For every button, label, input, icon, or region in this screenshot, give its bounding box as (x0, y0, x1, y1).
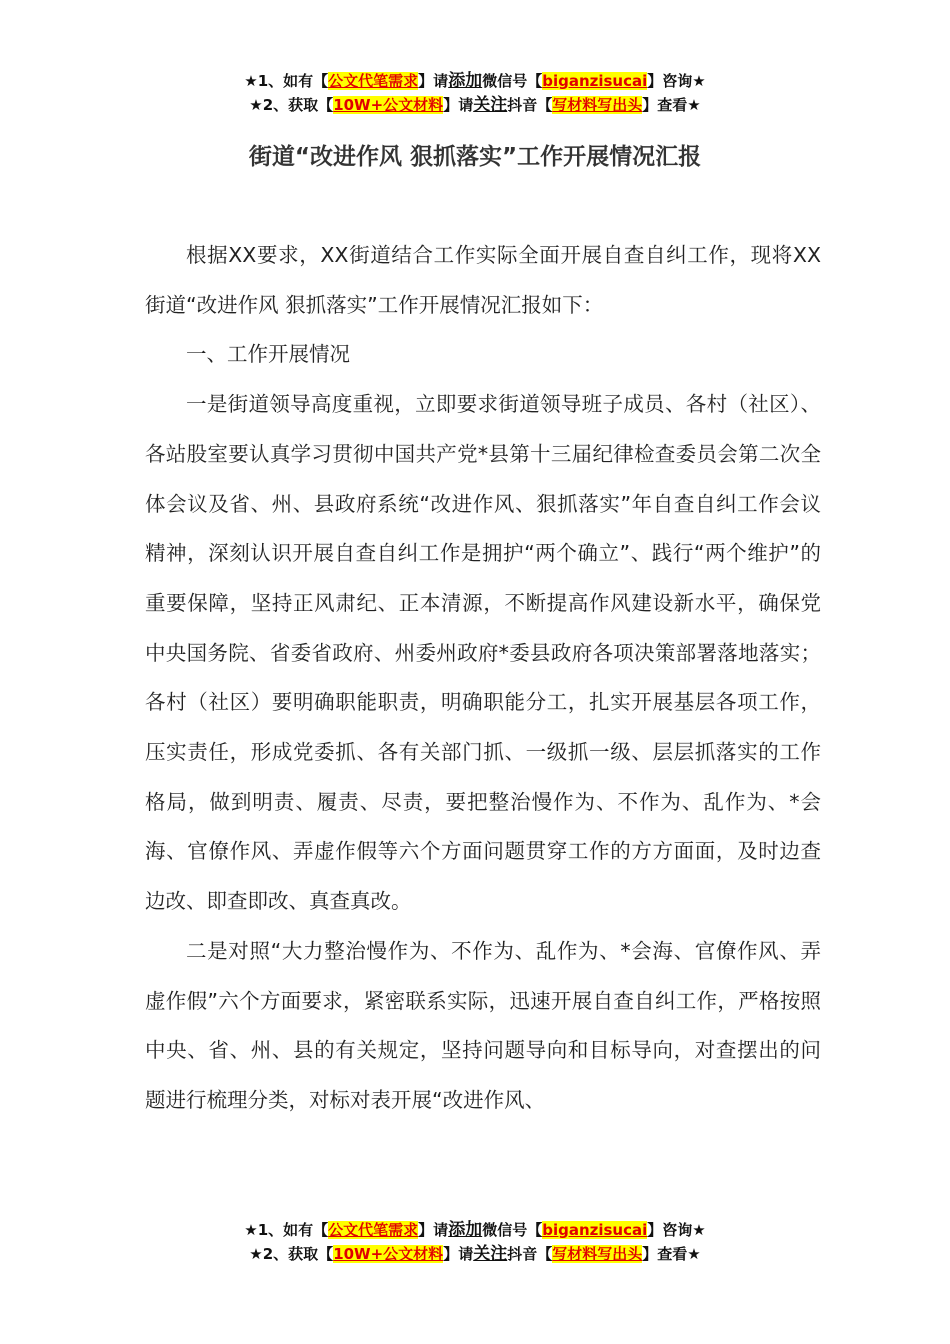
promo-text: 】咨询★ (647, 1221, 706, 1239)
promo-text: ★1、如有【 (244, 1221, 329, 1239)
document-body (145, 231, 821, 1126)
promo-text: 】请 (418, 72, 449, 90)
promo-text: ★1、如有【 (244, 72, 329, 90)
promo-emphasis: 添加 (448, 71, 483, 91)
promo-highlight: 公文代笔需求 (328, 1221, 419, 1239)
promo-highlight: 10W+公文材料 (333, 1245, 444, 1263)
promo-text: ★2、获取【 (249, 1245, 334, 1263)
promo-highlight: 公文代笔需求 (328, 72, 419, 90)
promo-text: 】请 (443, 1245, 474, 1263)
promo-emphasis: 添加 (448, 1220, 483, 1240)
promo-wechat-id: biganzisucai (542, 72, 648, 90)
document-title: 街道“改进作风 狠抓落实”工作开展情况汇报 (248, 144, 702, 170)
promo-line-2 (0, 93, 950, 117)
promo-text: 微信号【 (482, 72, 543, 90)
promo-wechat-id: biganzisucai (542, 1221, 648, 1239)
paragraph: 根据XX要求，XX街道结合工作实际全面开展自查自纠工作，现将XX街道“改进作风 狠抓落实”工作开展情况汇报如下： (145, 243, 821, 317)
promo-text: 】查看★ (642, 96, 701, 114)
promo-line-1 (0, 69, 950, 93)
paragraph: 二是对照“大力整治慢作为、不作为、乱作为、*会海、官僚作风、弄虚作假”六个方面要求，紧密联系实际，迅速开展自查自纠工作，严格按照中央、省、州、县的有关规定，坚持问题导向和目标导向，对查摆出的问题进行梳理分类，对标对表开展“改进作风、 (145, 938, 821, 1112)
promo-text: 抖音【 (507, 1245, 553, 1263)
promo-text: 微信号【 (482, 1221, 543, 1239)
section-heading: 一、工作开展情况 (186, 342, 350, 367)
promo-line-1 (0, 1218, 950, 1242)
promo-header (0, 69, 950, 117)
promo-text: 抖音【 (507, 96, 553, 114)
promo-line-2 (0, 1242, 950, 1266)
promo-text: 】请 (418, 1221, 449, 1239)
promo-emphasis: 关注 (473, 95, 508, 115)
promo-footer (0, 1218, 950, 1266)
promo-text: ★2、获取【 (249, 96, 334, 114)
paragraph: 一是街道领导高度重视，立即要求街道领导班子成员、各村（社区）、各站股室要认真学习贯彻中国共产党*县第十三届纪律检查委员会第二次全体会议及省、州、县政府系统“改进作风、狠抓落实”年自查自纠工作会议精神，深刻认识开展自查自纠工作是拥护“两个确立”、践行“两个维护”的重要保障，坚持正风肃纪、正本清源，不断提高作风建设新水平，确保党中央国务院、省委省政府、州委州政府*委县政府各项决策部署落地落实；各村（社区）要明确职能职责，明确职能分工，扎实开展基层各项工作，压实责任，形成党委抓、各有关部门抓、一级抓一级、层层抓落实的工作格局，做到明责、履责、尽责，要把整治慢作为、不作为、乱作为、*会海、官僚作风、弄虚作假等六个方面问题贯穿工作的方方面面，及时边查边改、即查即改、真查真改。 (145, 392, 821, 914)
promo-douyin-id: 写材料写出头 (552, 1245, 643, 1263)
promo-douyin-id: 写材料写出头 (552, 96, 643, 114)
promo-text: 】咨询★ (647, 72, 706, 90)
promo-text: 】查看★ (642, 1245, 701, 1263)
promo-text: 】请 (443, 96, 474, 114)
promo-emphasis: 关注 (473, 1244, 508, 1264)
promo-highlight: 10W+公文材料 (333, 96, 444, 114)
